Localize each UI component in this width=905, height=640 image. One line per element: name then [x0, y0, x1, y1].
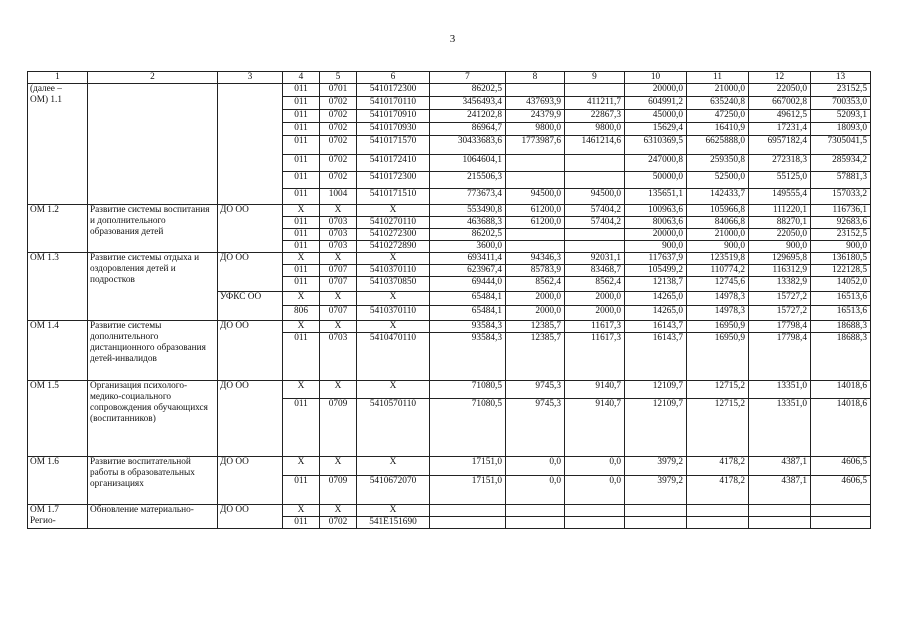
- grbs-code-cell: 011: [283, 399, 320, 457]
- grbs-code-cell: 011: [283, 189, 320, 205]
- amount-cell: 116312,9: [749, 265, 811, 277]
- table-body: [28, 72, 871, 529]
- target-article-cell: 5410171510: [357, 189, 430, 205]
- amount-cell: 900,0: [749, 241, 811, 253]
- column-number-cell: 6: [357, 72, 430, 84]
- amount-cell: 241202,8: [430, 110, 506, 123]
- target-article-cell: X: [357, 321, 430, 333]
- table-row: [28, 321, 871, 333]
- amount-cell: [506, 155, 565, 172]
- amount-cell: 2000,0: [506, 292, 565, 306]
- amount-cell: 116736,1: [811, 205, 871, 217]
- amount-cell: 17151,0: [430, 476, 506, 505]
- target-article-cell: 5410171570: [357, 136, 430, 155]
- section-code-cell: 0702: [320, 155, 357, 172]
- column-number-cell: 1: [28, 72, 88, 84]
- amount-cell: 21000,0: [687, 84, 749, 97]
- amount-cell: 86202,5: [430, 84, 506, 97]
- amount-cell: 4387,1: [749, 457, 811, 476]
- section-code-cell: X: [320, 292, 357, 306]
- amount-cell: 110774,2: [687, 265, 749, 277]
- column-number-cell: 8: [506, 72, 565, 84]
- amount-cell: 18093,0: [811, 123, 871, 136]
- executor-cell: ДО ОО: [218, 321, 283, 381]
- amount-cell: 20000,0: [625, 84, 687, 97]
- section-code-cell: 0702: [320, 110, 357, 123]
- amount-cell: 57404,2: [565, 205, 625, 217]
- target-article-cell: 5410172300: [357, 84, 430, 97]
- grbs-code-cell: 011: [283, 97, 320, 110]
- grbs-code-cell: 011: [283, 333, 320, 381]
- amount-cell: 15727,2: [749, 292, 811, 306]
- amount-cell: 16143,7: [625, 321, 687, 333]
- section-code-cell: X: [320, 381, 357, 399]
- amount-cell: 13351,0: [749, 381, 811, 399]
- grbs-code-cell: X: [283, 253, 320, 265]
- amount-cell: 22050,0: [749, 84, 811, 97]
- target-article-cell: 5410370850: [357, 277, 430, 292]
- executor-cell: ДО ОО: [218, 253, 283, 292]
- amount-cell: 122128,5: [811, 265, 871, 277]
- target-article-cell: 5410272890: [357, 241, 430, 253]
- amount-cell: 18688,3: [811, 333, 871, 381]
- amount-cell: 3456493,4: [430, 97, 506, 110]
- target-article-cell: 5410672070: [357, 476, 430, 505]
- page-number: 3: [449, 33, 456, 45]
- amount-cell: 247000,8: [625, 155, 687, 172]
- amount-cell: 92031,1: [565, 253, 625, 265]
- measure-code-cell: ОМ 1.6: [28, 457, 88, 505]
- target-article-cell: X: [357, 457, 430, 476]
- column-number-cell: 2: [88, 72, 218, 84]
- amount-cell: 8562,4: [506, 277, 565, 292]
- amount-cell: 94500,0: [506, 189, 565, 205]
- target-article-cell: 5410172300: [357, 172, 430, 189]
- amount-cell: 117637,9: [625, 253, 687, 265]
- measure-code-cell: ОМ 1.3: [28, 253, 88, 321]
- table-row: [28, 205, 871, 217]
- column-number-cell: 10: [625, 72, 687, 84]
- amount-cell: 7305041,5: [811, 136, 871, 155]
- amount-cell: 9800,0: [506, 123, 565, 136]
- grbs-code-cell: X: [283, 505, 320, 517]
- grbs-code-cell: X: [283, 292, 320, 306]
- amount-cell: [565, 84, 625, 97]
- amount-cell: [625, 517, 687, 529]
- amount-cell: [565, 517, 625, 529]
- amount-cell: 45000,0: [625, 110, 687, 123]
- amount-cell: 92683,6: [811, 217, 871, 229]
- target-article-cell: X: [357, 381, 430, 399]
- measure-name-cell: [88, 84, 218, 205]
- amount-cell: 4606,5: [811, 457, 871, 476]
- grbs-code-cell: X: [283, 321, 320, 333]
- amount-cell: 16950,9: [687, 333, 749, 381]
- amount-cell: 3979,2: [625, 457, 687, 476]
- amount-cell: 47250,0: [687, 110, 749, 123]
- amount-cell: 9745,3: [506, 381, 565, 399]
- budget-table: [27, 71, 871, 529]
- amount-cell: 11617,3: [565, 321, 625, 333]
- amount-cell: 9800,0: [565, 123, 625, 136]
- amount-cell: 142433,7: [687, 189, 749, 205]
- section-code-cell: 0702: [320, 172, 357, 189]
- amount-cell: 105499,2: [625, 265, 687, 277]
- grbs-code-cell: 011: [283, 123, 320, 136]
- amount-cell: 2000,0: [565, 292, 625, 306]
- grbs-code-cell: 011: [283, 110, 320, 123]
- amount-cell: 85783,9: [506, 265, 565, 277]
- target-article-cell: 5410272300: [357, 229, 430, 241]
- amount-cell: 2000,0: [565, 306, 625, 321]
- amount-cell: 24379,9: [506, 110, 565, 123]
- amount-cell: 4387,1: [749, 476, 811, 505]
- measure-code-cell: ОМ 1.5: [28, 381, 88, 457]
- amount-cell: 0,0: [565, 476, 625, 505]
- amount-cell: 23152,5: [811, 229, 871, 241]
- section-code-cell: 0703: [320, 217, 357, 229]
- amount-cell: 14018,6: [811, 381, 871, 399]
- grbs-code-cell: 011: [283, 217, 320, 229]
- target-article-cell: X: [357, 205, 430, 217]
- section-code-cell: 0703: [320, 333, 357, 381]
- amount-cell: 0,0: [506, 476, 565, 505]
- section-code-cell: 0707: [320, 306, 357, 321]
- amount-cell: 86202,5: [430, 229, 506, 241]
- executor-cell: ДО ОО: [218, 205, 283, 253]
- amount-cell: 17231,4: [749, 123, 811, 136]
- amount-cell: 8562,4: [565, 277, 625, 292]
- column-number-cell: 9: [565, 72, 625, 84]
- amount-cell: 105966,8: [687, 205, 749, 217]
- amount-cell: 4606,5: [811, 476, 871, 505]
- amount-cell: 4178,2: [687, 457, 749, 476]
- amount-cell: 6310369,5: [625, 136, 687, 155]
- grbs-code-cell: 011: [283, 476, 320, 505]
- amount-cell: 9140,7: [565, 381, 625, 399]
- section-code-cell: 0703: [320, 241, 357, 253]
- grbs-code-cell: 011: [283, 517, 320, 529]
- section-code-cell: 0702: [320, 517, 357, 529]
- amount-cell: 2000,0: [506, 306, 565, 321]
- amount-cell: [625, 505, 687, 517]
- amount-cell: 94500,0: [565, 189, 625, 205]
- amount-cell: 259350,8: [687, 155, 749, 172]
- amount-cell: 57881,3: [811, 172, 871, 189]
- amount-cell: 900,0: [811, 241, 871, 253]
- amount-cell: 16513,6: [811, 292, 871, 306]
- amount-cell: 65484,1: [430, 306, 506, 321]
- amount-cell: 129695,8: [749, 253, 811, 265]
- grbs-code-cell: 011: [283, 277, 320, 292]
- amount-cell: 17798,4: [749, 333, 811, 381]
- amount-cell: 22050,0: [749, 229, 811, 241]
- amount-cell: 52500,0: [687, 172, 749, 189]
- amount-cell: 61200,0: [506, 205, 565, 217]
- section-code-cell: 0703: [320, 229, 357, 241]
- amount-cell: [506, 172, 565, 189]
- measure-code-cell: ОМ 1.7 Регио-: [28, 505, 88, 529]
- amount-cell: 12385,7: [506, 333, 565, 381]
- amount-cell: 111220,1: [749, 205, 811, 217]
- amount-cell: 411211,7: [565, 97, 625, 110]
- column-number-row: [28, 72, 871, 84]
- amount-cell: 14978,3: [687, 292, 749, 306]
- amount-cell: 14265,0: [625, 292, 687, 306]
- amount-cell: 9745,3: [506, 399, 565, 457]
- amount-cell: 20000,0: [625, 229, 687, 241]
- amount-cell: 9140,7: [565, 399, 625, 457]
- grbs-code-cell: 806: [283, 306, 320, 321]
- amount-cell: [565, 229, 625, 241]
- amount-cell: 635240,8: [687, 97, 749, 110]
- amount-cell: [749, 505, 811, 517]
- grbs-code-cell: 011: [283, 229, 320, 241]
- amount-cell: 12138,7: [625, 277, 687, 292]
- column-number-cell: 13: [811, 72, 871, 84]
- amount-cell: [565, 155, 625, 172]
- section-code-cell: X: [320, 253, 357, 265]
- grbs-code-cell: X: [283, 381, 320, 399]
- section-code-cell: 0707: [320, 277, 357, 292]
- executor-cell: УФКС ОО: [218, 292, 283, 321]
- amount-cell: 12109,7: [625, 381, 687, 399]
- target-article-cell: 5410470110: [357, 333, 430, 381]
- amount-cell: 0,0: [565, 457, 625, 476]
- amount-cell: 14018,6: [811, 399, 871, 457]
- amount-cell: 4178,2: [687, 476, 749, 505]
- table-row: [28, 381, 871, 399]
- amount-cell: 136180,5: [811, 253, 871, 265]
- amount-cell: 12715,2: [687, 399, 749, 457]
- amount-cell: 13382,9: [749, 277, 811, 292]
- section-code-cell: 0702: [320, 136, 357, 155]
- target-article-cell: 541E151690: [357, 517, 430, 529]
- measure-code-cell: ОМ 1.4: [28, 321, 88, 381]
- amount-cell: 93584,3: [430, 321, 506, 333]
- amount-cell: 94346,3: [506, 253, 565, 265]
- amount-cell: 773673,4: [430, 189, 506, 205]
- section-code-cell: 0701: [320, 84, 357, 97]
- amount-cell: 553490,8: [430, 205, 506, 217]
- amount-cell: 437693,9: [506, 97, 565, 110]
- executor-cell: ДО ОО: [218, 457, 283, 505]
- section-code-cell: 0709: [320, 476, 357, 505]
- amount-cell: [506, 229, 565, 241]
- amount-cell: [687, 505, 749, 517]
- grbs-code-cell: 011: [283, 155, 320, 172]
- section-code-cell: 0702: [320, 123, 357, 136]
- amount-cell: [811, 517, 871, 529]
- amount-cell: 693411,4: [430, 253, 506, 265]
- amount-cell: 700353,0: [811, 97, 871, 110]
- column-number-cell: 3: [218, 72, 283, 84]
- amount-cell: 30433683,6: [430, 136, 506, 155]
- grbs-code-cell: 011: [283, 84, 320, 97]
- measure-name-cell: Организация психолого-медико-социального сопровождения обучающихся (воспитанников): [88, 381, 218, 457]
- column-number-cell: 11: [687, 72, 749, 84]
- measure-name-cell: Развитие системы дополнительного дистанционного образования детей-инвалидов: [88, 321, 218, 381]
- amount-cell: [506, 84, 565, 97]
- amount-cell: [687, 517, 749, 529]
- amount-cell: 16513,6: [811, 306, 871, 321]
- amount-cell: 55125,0: [749, 172, 811, 189]
- amount-cell: [430, 517, 506, 529]
- grbs-code-cell: 011: [283, 241, 320, 253]
- amount-cell: 12385,7: [506, 321, 565, 333]
- amount-cell: 61200,0: [506, 217, 565, 229]
- amount-cell: 71080,5: [430, 381, 506, 399]
- amount-cell: 12715,2: [687, 381, 749, 399]
- amount-cell: 12745,6: [687, 277, 749, 292]
- amount-cell: 69444,0: [430, 277, 506, 292]
- amount-cell: [565, 505, 625, 517]
- amount-cell: 80063,6: [625, 217, 687, 229]
- amount-cell: 22867,3: [565, 110, 625, 123]
- section-code-cell: X: [320, 321, 357, 333]
- section-code-cell: 1004: [320, 189, 357, 205]
- amount-cell: 1773987,6: [506, 136, 565, 155]
- amount-cell: 17151,0: [430, 457, 506, 476]
- amount-cell: 71080,5: [430, 399, 506, 457]
- grbs-code-cell: 011: [283, 136, 320, 155]
- grbs-code-cell: X: [283, 205, 320, 217]
- amount-cell: 21000,0: [687, 229, 749, 241]
- column-number-cell: 4: [283, 72, 320, 84]
- amount-cell: 23152,5: [811, 84, 871, 97]
- amount-cell: 17798,4: [749, 321, 811, 333]
- amount-cell: 135651,1: [625, 189, 687, 205]
- amount-cell: 12109,7: [625, 399, 687, 457]
- amount-cell: 88270,1: [749, 217, 811, 229]
- amount-cell: 6957182,4: [749, 136, 811, 155]
- table-row: [28, 505, 871, 517]
- amount-cell: 149555,4: [749, 189, 811, 205]
- amount-cell: 11617,3: [565, 333, 625, 381]
- section-code-cell: 0709: [320, 399, 357, 457]
- target-article-cell: 5410370110: [357, 265, 430, 277]
- target-article-cell: 5410172410: [357, 155, 430, 172]
- column-number-cell: 7: [430, 72, 506, 84]
- amount-cell: 667002,8: [749, 97, 811, 110]
- amount-cell: 65484,1: [430, 292, 506, 306]
- measure-name-cell: Развитие системы воспитания и дополнительного образования детей: [88, 205, 218, 253]
- amount-cell: 285934,2: [811, 155, 871, 172]
- amount-cell: 3979,2: [625, 476, 687, 505]
- amount-cell: 57404,2: [565, 217, 625, 229]
- amount-cell: 623967,4: [430, 265, 506, 277]
- amount-cell: 900,0: [625, 241, 687, 253]
- section-code-cell: 0707: [320, 265, 357, 277]
- amount-cell: 1064604,1: [430, 155, 506, 172]
- target-article-cell: X: [357, 292, 430, 306]
- amount-cell: 215506,3: [430, 172, 506, 189]
- amount-cell: 463688,3: [430, 217, 506, 229]
- grbs-code-cell: X: [283, 457, 320, 476]
- amount-cell: 0,0: [506, 457, 565, 476]
- amount-cell: [749, 517, 811, 529]
- executor-cell: [218, 84, 283, 205]
- amount-cell: 49612,5: [749, 110, 811, 123]
- amount-cell: 16143,7: [625, 333, 687, 381]
- grbs-code-cell: 011: [283, 172, 320, 189]
- amount-cell: 13351,0: [749, 399, 811, 457]
- amount-cell: [506, 505, 565, 517]
- amount-cell: 1461214,6: [565, 136, 625, 155]
- target-article-cell: 5410270110: [357, 217, 430, 229]
- amount-cell: [506, 517, 565, 529]
- target-article-cell: 5410170910: [357, 110, 430, 123]
- target-article-cell: X: [357, 253, 430, 265]
- amount-cell: [565, 241, 625, 253]
- amount-cell: 14978,3: [687, 306, 749, 321]
- amount-cell: 86964,7: [430, 123, 506, 136]
- table-row: [28, 84, 871, 97]
- column-number-cell: 12: [749, 72, 811, 84]
- target-article-cell: 5410170110: [357, 97, 430, 110]
- amount-cell: [430, 505, 506, 517]
- target-article-cell: 5410570110: [357, 399, 430, 457]
- executor-cell: ДО ОО: [218, 381, 283, 457]
- table-row: [28, 253, 871, 265]
- measure-name-cell: Развитие системы отдыха и оздоровления детей и подростков: [88, 253, 218, 321]
- amount-cell: 157033,2: [811, 189, 871, 205]
- grbs-code-cell: 011: [283, 265, 320, 277]
- amount-cell: [565, 172, 625, 189]
- amount-cell: 18688,3: [811, 321, 871, 333]
- table-row: [28, 457, 871, 476]
- amount-cell: [811, 505, 871, 517]
- amount-cell: 6625888,0: [687, 136, 749, 155]
- amount-cell: 93584,3: [430, 333, 506, 381]
- amount-cell: 15629,4: [625, 123, 687, 136]
- amount-cell: 16410,9: [687, 123, 749, 136]
- measure-code-cell: (далее – ОМ) 1.1: [28, 84, 88, 205]
- amount-cell: 14052,0: [811, 277, 871, 292]
- amount-cell: 604991,2: [625, 97, 687, 110]
- amount-cell: 123519,8: [687, 253, 749, 265]
- amount-cell: 15727,2: [749, 306, 811, 321]
- section-code-cell: 0702: [320, 97, 357, 110]
- amount-cell: 83468,7: [565, 265, 625, 277]
- target-article-cell: X: [357, 505, 430, 517]
- amount-cell: 900,0: [687, 241, 749, 253]
- target-article-cell: 5410170930: [357, 123, 430, 136]
- target-article-cell: 5410370110: [357, 306, 430, 321]
- amount-cell: 14265,0: [625, 306, 687, 321]
- section-code-cell: X: [320, 205, 357, 217]
- measure-code-cell: ОМ 1.2: [28, 205, 88, 253]
- section-code-cell: X: [320, 505, 357, 517]
- amount-cell: 50000,0: [625, 172, 687, 189]
- measure-name-cell: Обновление материально-: [88, 505, 218, 529]
- amount-cell: 3600,0: [430, 241, 506, 253]
- amount-cell: 52093,1: [811, 110, 871, 123]
- amount-cell: [506, 241, 565, 253]
- amount-cell: 16950,9: [687, 321, 749, 333]
- amount-cell: 84066,8: [687, 217, 749, 229]
- amount-cell: 272318,3: [749, 155, 811, 172]
- measure-name-cell: Развитие воспитательной работы в образовательных организациях: [88, 457, 218, 505]
- column-number-cell: 5: [320, 72, 357, 84]
- section-code-cell: X: [320, 457, 357, 476]
- executor-cell: ДО ОО: [218, 505, 283, 529]
- amount-cell: 100963,6: [625, 205, 687, 217]
